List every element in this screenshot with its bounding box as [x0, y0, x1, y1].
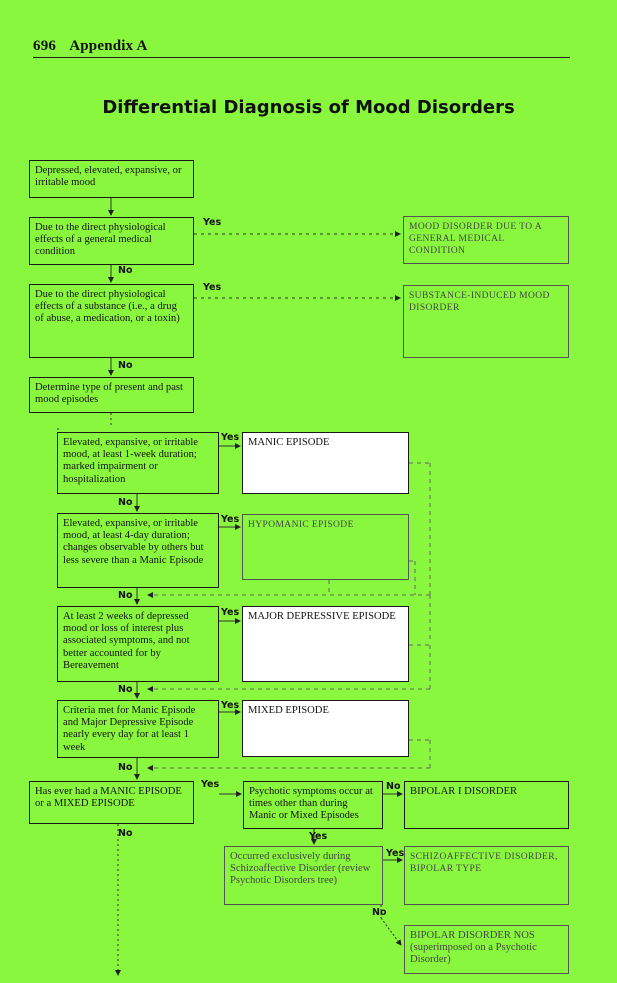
medical-condition-box: Due to the direct physiological effects of a general medical condition	[29, 217, 194, 265]
yes-label: Yes	[203, 282, 222, 293]
yes-label: Yes	[221, 432, 240, 443]
outcome-schizoaffective: SCHIZOAFFECTIVE DISORDER, BIPOLAR TYPE	[404, 846, 569, 905]
yes-label: Yes	[221, 514, 240, 525]
no-label: No	[372, 907, 387, 918]
hypomanic-criteria-box: Elevated, expansive, or irritable mood, at least 4-day duration; changes observable by others but less severe than a Manic Episode	[57, 513, 219, 588]
mixed-criteria-box: Criteria met for Manic Episode and Major Depressive Episode nearly every day for at least 1 week	[57, 700, 219, 758]
outcome-mde: MAJOR DEPRESSIVE EPISODE	[242, 606, 409, 682]
no-label: No	[118, 265, 133, 276]
substance-box: Due to the direct physiological effects of a substance (i.e., a drug of abuse, a medication, or a toxin)	[29, 284, 194, 358]
no-label: No	[386, 781, 401, 792]
outcome-mixed-episode: MIXED EPISODE	[242, 700, 409, 757]
yes-label: Yes	[201, 779, 220, 790]
outcome-hypomanic-episode: HYPOMANIC EPISODE	[242, 514, 409, 580]
outcome-manic-episode: MANIC EPISODE	[242, 432, 409, 494]
no-label: No	[118, 360, 133, 371]
yes-label: Yes	[386, 848, 405, 859]
yes-label: Yes	[203, 217, 222, 228]
schizoaffective-check-box: Occurred exclusively during Schizoaffective Disorder (review Psychotic Disorders tree)	[224, 846, 383, 905]
outcome-bipolar-1: BIPOLAR I DISORDER	[404, 781, 569, 829]
yes-label: Yes	[221, 607, 240, 618]
outcome-medical: MOOD DISORDER DUE TO A GENERAL MEDICAL CONDITION	[403, 216, 569, 264]
ever-manic-box: Has ever had a MANIC EPISODE or a MIXED EPISODE	[29, 781, 194, 824]
page-title: Differential Diagnosis of Mood Disorders	[102, 97, 515, 118]
mde-criteria-box: At least 2 weeks of depressed mood or loss of interest plus associated symptoms, and not better accounted for by Bereavement	[57, 606, 219, 682]
no-label: No	[118, 828, 133, 839]
outcome-bipolar-nos: BIPOLAR DISORDER NOS (superimposed on a Psychotic Disorder)	[404, 925, 569, 974]
page-number: 696	[33, 38, 57, 54]
manic-criteria-box: Elevated, expansive, or irritable mood, at least 1-week duration; marked impairment or hospitalization	[57, 432, 219, 494]
yes-label: Yes	[221, 700, 240, 711]
start-box: Depressed, elevated, expansive, or irritable mood	[29, 160, 194, 198]
appendix-label: Appendix A	[69, 38, 148, 54]
no-label: No	[118, 684, 133, 695]
outcome-substance: SUBSTANCE-INDUCED MOOD DISORDER	[403, 285, 569, 358]
yes-label: Yes	[309, 831, 328, 842]
no-label: No	[118, 590, 133, 601]
psychotic-symptoms-box: Psychotic symptoms occur at times other than during Manic or Mixed Episodes	[243, 781, 383, 829]
determine-episodes-box: Determine type of present and past mood episodes	[29, 377, 194, 413]
no-label: No	[118, 762, 133, 773]
no-label: No	[118, 497, 133, 508]
